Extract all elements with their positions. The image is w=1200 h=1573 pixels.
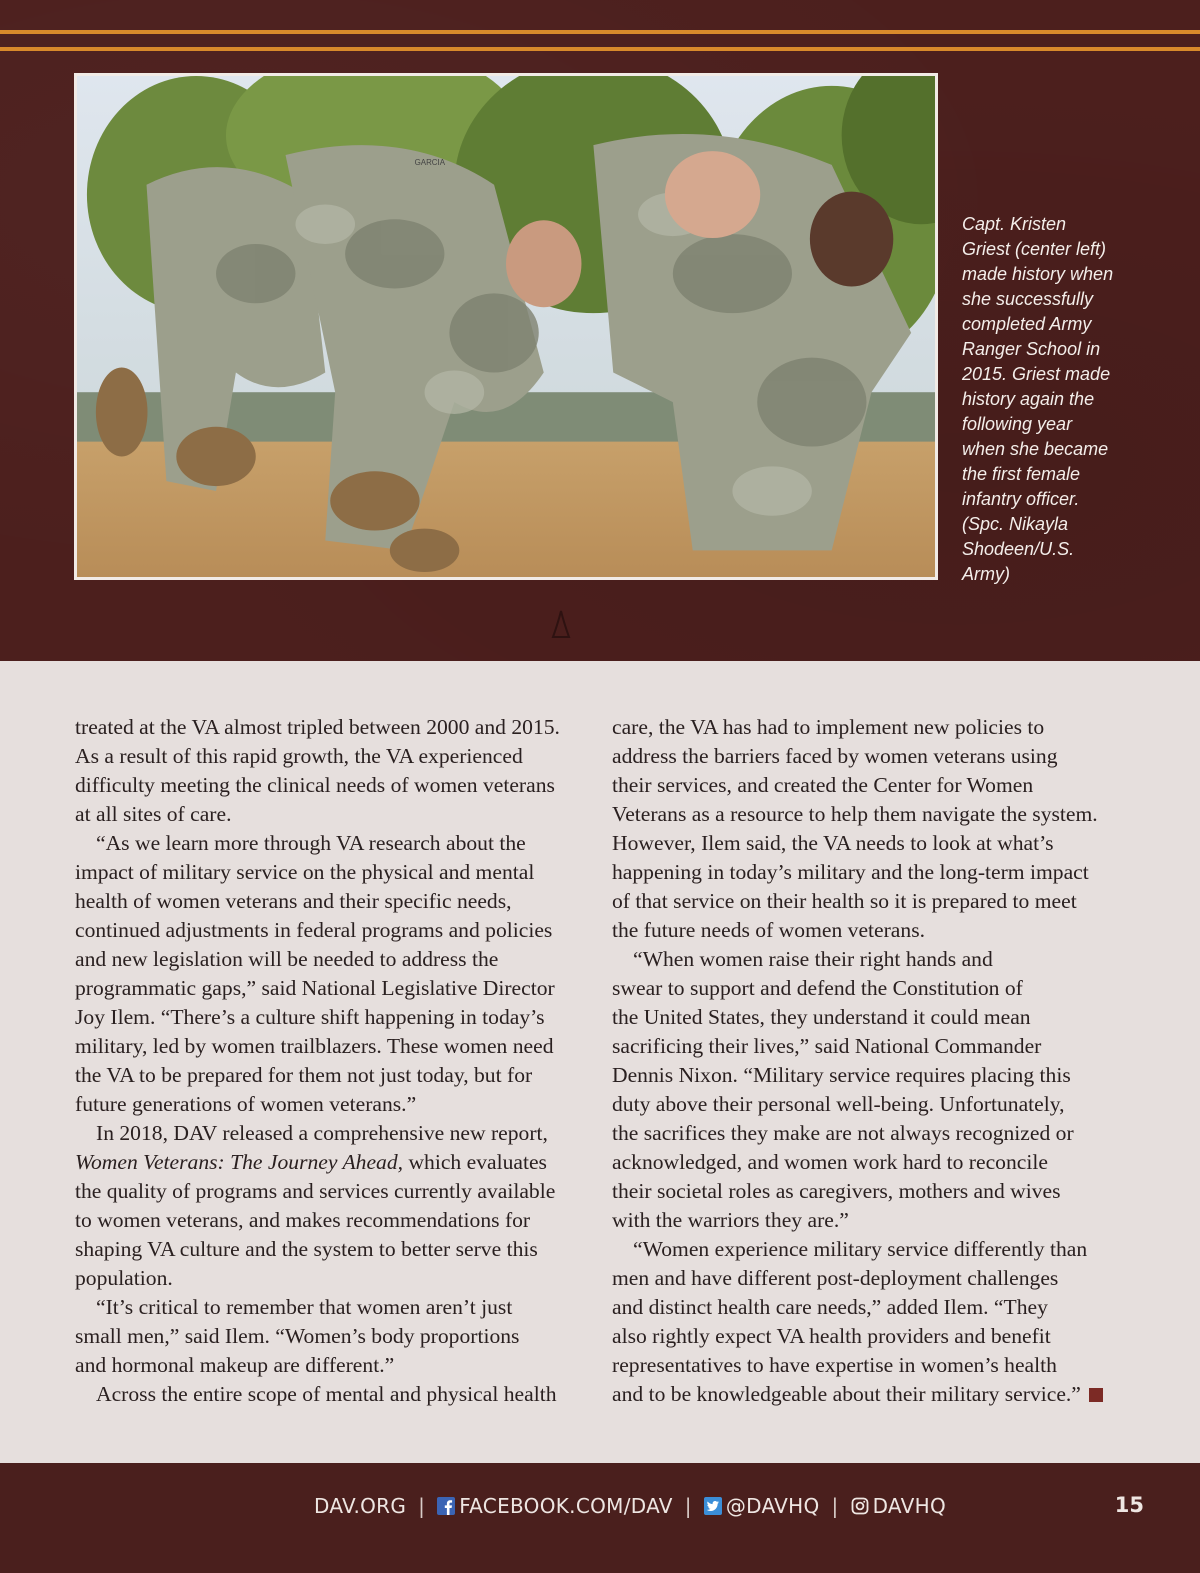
second-stripe bbox=[0, 47, 1200, 51]
report-intro-text: In 2018, DAV released a comprehensive new report, bbox=[96, 1121, 548, 1145]
end-of-article-square bbox=[1089, 1388, 1103, 1402]
decorative-arrowhead-icon bbox=[551, 609, 571, 639]
instagram-icon bbox=[851, 1497, 869, 1515]
facebook-link[interactable]: FACEBOOK.COM/DAV bbox=[459, 1494, 673, 1518]
facebook-icon bbox=[437, 1497, 455, 1515]
left-paragraph-3 bbox=[75, 1119, 600, 1293]
right-paragraph-1: care, the VA has had to implement new policies to address the barriers faced by women veterans using their services, and created the Center for Women Veterans as a resource to help them navigate the system. However, Ilem said, the VA needs to look at what’s happening in today’s military and the long-term impact of that service on their health so it is prepared to meet the future needs of women veterans. bbox=[612, 715, 1098, 942]
name-tape-text: GARCIA bbox=[414, 157, 446, 167]
twitter-icon bbox=[704, 1497, 722, 1515]
right-paragraph-3-text: “Women experience military service differently than men and have different post-deployment challenges and distinct health care needs,” added Ilem. “They also rightly expect VA health providers and benefit representatives to have expertise in women’s health and to be knowledgeable about their military service.” bbox=[612, 1237, 1088, 1406]
left-paragraph-2: “As we learn more through VA research about the impact of military service on the physical and mental health of women veterans and their specific needs, continued adjustments in federal programs and policies and new legislation will be needed to address the programmatic gaps,” said National Legislative Director Joy Ilem. “There’s a culture shift happening in today’s military, led by women trailblazers. These women need the VA to be prepared for them not just today, but for future generations of women veterans.” bbox=[75, 831, 555, 1116]
page-footer bbox=[0, 1463, 1200, 1573]
footer-links bbox=[0, 1463, 1200, 1549]
right-paragraph-3 bbox=[612, 1235, 1137, 1409]
header-band bbox=[0, 0, 1200, 661]
top-stripe bbox=[0, 30, 1200, 34]
twitter-link[interactable]: @DAVHQ bbox=[725, 1494, 820, 1518]
footer-separator: | bbox=[684, 1494, 692, 1518]
right-paragraph-2: “When women raise their right hands and swear to support and defend the Constitution of the United States, they understand it could mean sacrificing their lives,” said National Commander Dennis Nixon. “Military service requires placing this duty above their personal well-being. Unfortunately, the sacrifices they make are not always recognized or acknowledged, and women work hard to reconcile their societal roles as caregivers, mothers and wives with the warriors they are.” bbox=[612, 947, 1074, 1232]
footer-separator: | bbox=[418, 1494, 426, 1518]
article-right-column bbox=[612, 713, 1137, 1409]
left-paragraph-4: “It’s critical to remember that women aren’t just small men,” said Ilem. “Women’s body proportions and hormonal makeup are different.” bbox=[75, 1295, 520, 1377]
left-paragraph-1: treated at the VA almost tripled between 2000 and 2015. As a result of this rapid growth, the VA experienced difficulty meeting the clinical needs of women veterans at all sites of care. bbox=[75, 715, 560, 826]
left-paragraph-5: Across the entire scope of mental and physical health bbox=[96, 1382, 557, 1406]
photo-illustration bbox=[77, 76, 935, 577]
report-description-text: which evaluates the quality of programs and services currently available to women veterans, and makes recommendations for shaping VA culture and the system to better serve this population. bbox=[75, 1150, 556, 1290]
soldiers-carrying-photo bbox=[74, 73, 938, 580]
site-link[interactable]: DAV.ORG bbox=[314, 1494, 407, 1518]
instagram-link[interactable]: DAVHQ bbox=[872, 1494, 946, 1518]
report-title: Women Veterans: The Journey Ahead, bbox=[75, 1150, 404, 1174]
page-number: 15 bbox=[1114, 1493, 1144, 1517]
article-left-column bbox=[75, 713, 600, 1409]
photo-caption: Capt. Kristen Griest (center left) made history when she successfully completed Army Ranger School in 2015. Griest made history again the following year when she became the first female infantry officer. (Spc. Nikayla Shodeen/U.S. Army) bbox=[962, 214, 1114, 584]
footer-separator: | bbox=[831, 1494, 839, 1518]
